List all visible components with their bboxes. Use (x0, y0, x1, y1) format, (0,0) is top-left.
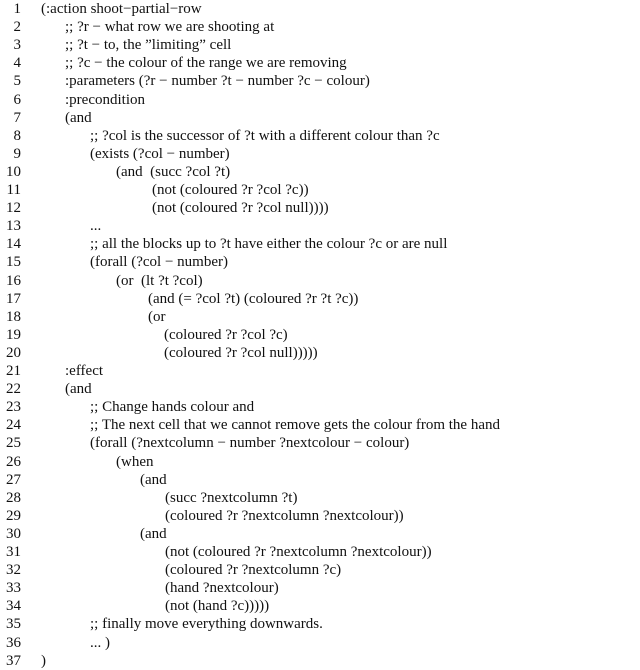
code-text: (coloured ?r ?col null))))) (164, 344, 318, 361)
code-text: ;; ?col is the successor of ?t with a different colour than ?c (90, 127, 440, 144)
line-number: 14 (6, 236, 21, 253)
code-line (0, 416, 640, 434)
code-text: (or (lt ?t ?col) (116, 272, 203, 289)
line-number: 23 (6, 399, 21, 416)
code-line (0, 543, 640, 561)
code-line (0, 308, 640, 326)
code-text: ;; all the blocks up to ?t have either the colour ?c or are null (90, 236, 448, 253)
line-number: 7 (13, 109, 21, 126)
code-text: ;; ?r − what row we are shooting at (65, 19, 275, 36)
code-text: (and (140, 525, 167, 542)
code-line (0, 272, 640, 290)
line-number: 12 (6, 200, 21, 217)
line-number: 26 (6, 453, 21, 470)
code-text: ;; finally move everything downwards. (90, 616, 323, 633)
code-text: :precondition (65, 91, 145, 108)
code-text: :parameters (?r − number ?t − number ?c − colour) (65, 73, 370, 90)
code-line (0, 54, 640, 72)
code-line (0, 0, 640, 18)
code-line (0, 362, 640, 380)
line-number: 13 (6, 218, 21, 235)
code-line (0, 507, 640, 525)
line-number: 21 (6, 363, 21, 379)
line-number: 29 (6, 507, 21, 524)
code-line (0, 434, 640, 452)
line-number: 8 (13, 127, 21, 144)
line-number: 24 (6, 417, 21, 434)
code-text: (succ ?nextcolumn ?t) (165, 489, 298, 506)
code-line (0, 109, 640, 127)
code-line (0, 652, 640, 670)
code-line (0, 127, 640, 145)
code-line (0, 380, 640, 398)
code-text: ;; ?t − to, the ”limiting” cell (65, 37, 232, 54)
code-text: (exists (?col − number) (90, 145, 230, 162)
code-line (0, 344, 640, 362)
line-number: 1 (13, 1, 21, 17)
line-number: 2 (13, 19, 21, 36)
line-number: 16 (6, 272, 21, 289)
line-number: 30 (6, 525, 21, 542)
code-text: (not (coloured ?r ?nextcolumn ?nextcolour)) (165, 544, 432, 560)
code-line (0, 525, 640, 543)
code-text: :effect (65, 363, 104, 379)
line-number: 5 (13, 73, 21, 90)
line-number: 18 (6, 308, 21, 325)
line-number: 6 (13, 91, 21, 108)
code-text: (and (succ ?col ?t) (116, 163, 231, 180)
code-line (0, 36, 640, 54)
code-text: (hand ?nextcolour) (165, 580, 279, 597)
code-line (0, 181, 640, 199)
code-line (0, 253, 640, 271)
code-line (0, 561, 640, 579)
code-text: ;; The next cell that we cannot remove gets the colour from the hand (90, 417, 501, 434)
line-number: 3 (13, 37, 21, 54)
code-text: (when (116, 453, 154, 470)
code-text: ) (41, 652, 46, 669)
code-line (0, 471, 640, 489)
line-number: 31 (6, 544, 21, 560)
line-number: 19 (6, 326, 21, 343)
code-line (0, 199, 640, 217)
code-line (0, 597, 640, 615)
line-number: 9 (13, 145, 21, 162)
code-line (0, 290, 640, 308)
code-text: (:action shoot−partial−row (41, 1, 202, 17)
code-text: ;; Change hands colour and (90, 399, 255, 416)
code-line (0, 398, 640, 416)
code-line (0, 91, 640, 109)
line-number: 27 (6, 471, 21, 488)
line-number: 10 (6, 163, 21, 180)
code-line (0, 615, 640, 633)
line-number: 11 (6, 182, 21, 198)
line-number: 36 (6, 634, 21, 651)
code-line (0, 163, 640, 181)
code-text: (not (coloured ?r ?col ?c)) (152, 182, 309, 198)
code-line (0, 453, 640, 471)
code-line (0, 145, 640, 163)
code-text: ... ) (90, 634, 110, 651)
code-text: (and (= ?col ?t) (coloured ?r ?t ?c)) (148, 290, 359, 307)
line-number: 37 (6, 652, 21, 669)
code-line (0, 217, 640, 235)
code-text: ;; ?c − the colour of the range we are removing (65, 55, 347, 72)
code-line (0, 634, 640, 652)
code-text: (coloured ?r ?nextcolumn ?nextcolour)) (165, 507, 404, 524)
code-text: (forall (?col − number) (90, 254, 228, 271)
line-number: 15 (6, 254, 21, 271)
code-line (0, 235, 640, 253)
line-number: 32 (6, 562, 21, 579)
code-text: (and (65, 381, 92, 398)
code-text: (not (hand ?c))))) (165, 598, 270, 615)
code-text: (forall (?nextcolumn − number ?nextcolour − colour) (90, 435, 410, 452)
line-number: 20 (6, 344, 21, 361)
code-text: ... (90, 218, 102, 235)
line-number: 35 (6, 616, 21, 633)
line-number: 25 (6, 435, 21, 452)
line-number: 34 (6, 598, 21, 615)
line-number: 22 (6, 381, 21, 398)
line-number: 33 (6, 580, 21, 597)
code-text: (and (140, 471, 167, 488)
code-line (0, 18, 640, 36)
code-text: (coloured ?r ?nextcolumn ?c) (165, 562, 342, 579)
line-number: 17 (6, 290, 21, 307)
code-text: (or (148, 308, 166, 325)
code-line (0, 579, 640, 597)
code-text: (coloured ?r ?col ?c) (164, 326, 288, 343)
line-number: 28 (6, 489, 21, 506)
code-text: (and (65, 109, 92, 126)
code-line (0, 72, 640, 90)
code-line (0, 326, 640, 344)
line-number: 4 (13, 55, 21, 72)
code-text: (not (coloured ?r ?col null)))) (152, 200, 329, 217)
code-line (0, 489, 640, 507)
